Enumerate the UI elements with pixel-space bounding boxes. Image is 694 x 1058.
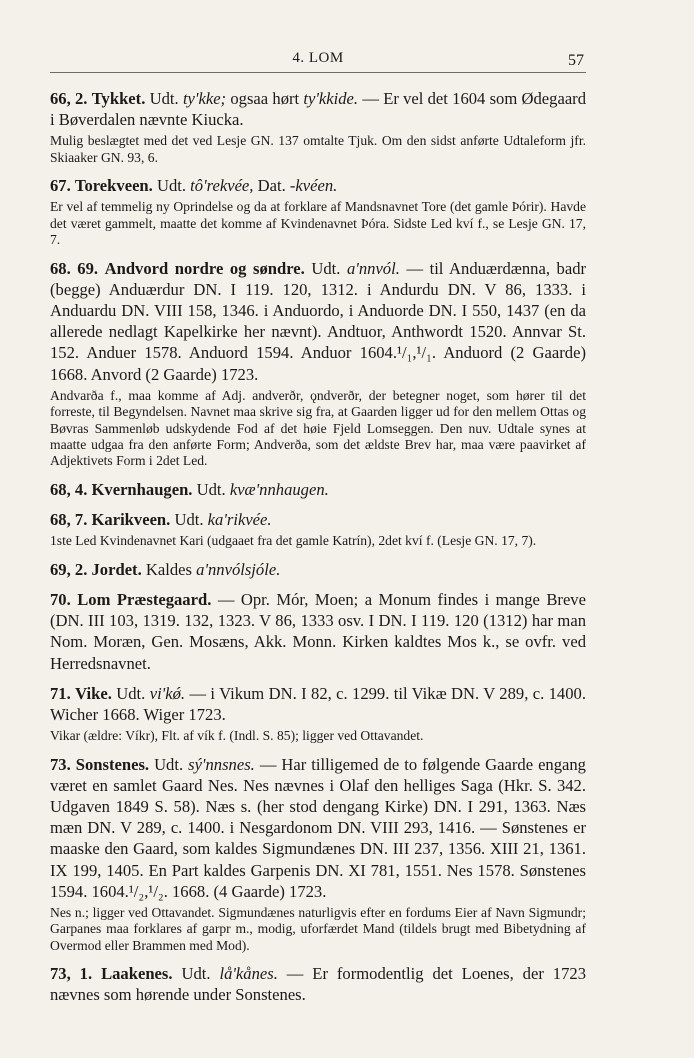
pronunciation: vi'kǿ.	[149, 683, 186, 703]
entry-name: Laakenes.	[101, 964, 173, 984]
udt-label: Udt.	[174, 510, 204, 530]
entry-note: Andvarða f., maa komme af Adj. andverðr, ǫndverðr, der betegner noget, som hører til det forreste, til Begyndelsen. Navnet maa skrive sig fra, at Gaarden ligger ud for den mellem Ottas og Bøvras Sammenløb udskydende Fod af det høie Fjeld Lomseggen. Den nuv. Udtale synes at maatte udgaa fra den anførte Form; Andverða, som det ældste Brev har, maa være paavirket af Adjektivets Form i 2det Led.	[50, 387, 586, 469]
pronunciation: tô'rekvée,	[190, 176, 254, 196]
entry-name: Torekveen.	[74, 176, 153, 196]
pronunciation: kvæ'nnhaugen.	[229, 479, 329, 499]
entry-text	[50, 559, 586, 580]
pronunciation-alt: -kvéen.	[289, 176, 338, 196]
entry	[50, 559, 586, 580]
pronunciation: ka'rikvée.	[207, 510, 272, 530]
entry-mid: Dat.	[257, 176, 286, 196]
entry	[50, 88, 586, 166]
entry-text	[50, 479, 586, 500]
pronunciation: a'nnvól.	[347, 258, 400, 278]
pronunciation: a'nnvólsjóle.	[196, 559, 281, 579]
entry-mid: ogsaa hørt	[230, 89, 300, 108]
udt-label: Udt.	[156, 176, 187, 196]
entry	[50, 683, 586, 745]
entry-body: — til Anduærdænna, badr (begge) Anduærdur DN. I 119. 120, 1312. i Andurdu DN. V 86, 1333. i Anduardu DN. VIII 158, 1346. i Anduordo, i Anduorde DN. I 550, 1437 (en da allerede nedlagt Kapelkirke her nævnt). Andtuor, Anthwordt 1520. Annvar St. 152. Anduer 1578. Anduord 1594. Anduor 1604.¹/₁,¹/₁. Anduord (2 Gaarde) 1668. Anvord (2 Gaarde) 1723.	[50, 258, 587, 384]
entry-body: — Er formodentlig det Loenes, der 1723 nævnes som hørende under Sonstenes.	[50, 964, 586, 1005]
entry-name: Tykket.	[91, 89, 146, 108]
pronunciation: ty'kke;	[182, 89, 227, 108]
udt-label: Udt.	[116, 683, 146, 703]
entry-text	[50, 683, 586, 725]
entry-note: Mulig beslægtet med det ved Lesje GN. 137 omtalte Tjuk. Om den sidst anførte Udtaleform jfr. Skiaaker GN. 93, 6.	[50, 133, 586, 165]
entry-name: Karikveen.	[91, 510, 171, 530]
entry-body: — Har tilligemed de to følgende Gaarde engang været en samlet Gaard Nes. Nes nævnes i Olaf den helliges Saga (Hkr. S. 342. Udgaven 1849 S. 58). Næs s. (her stod dengang Kirke) DN. I 291, 1363. Næs mæn DN. V 289, c. 1400. i Nesgardonom DN. VIII 293, 1416. — Sønstenes er maaske den Gaard, som kaldes Sigmundænes DN. III 237, 1356. XIII 21, 1361. IX 199, 1405. En Part kaldes Garpenis DN. XI 781, 1551. Nes 1578. Sønstenes 1594. 1604.¹/₂,¹/₂. 1668. (4 Gaarde) 1723.	[50, 754, 586, 901]
entry-name: Lom Præstegaard.	[77, 589, 212, 609]
entry-number: 66, 2.	[50, 89, 88, 108]
entry-note: Vikar (ældre: Víkr), Flt. af vík f. (Indl. S. 85); ligger ved Ottavandet.	[50, 728, 424, 744]
udt-label: Kaldes	[145, 559, 192, 579]
pronunciation: sý'nnsnes.	[188, 754, 255, 774]
entry-text	[50, 88, 586, 130]
udt-label: Udt.	[149, 89, 179, 108]
udt-label: Udt.	[181, 964, 211, 984]
entry	[50, 509, 586, 550]
entry	[50, 175, 586, 248]
entry-text	[50, 175, 586, 196]
udt-label: Udt.	[154, 754, 184, 774]
entry	[50, 479, 586, 500]
entry-number: 68, 4.	[50, 479, 88, 499]
entry-number: 67.	[50, 176, 71, 196]
pronunciation: lå'kånes.	[219, 964, 278, 984]
udt-label: Udt.	[311, 258, 341, 278]
entry-text	[50, 754, 586, 902]
entry	[50, 963, 586, 1005]
entry-number: 69, 2.	[50, 559, 88, 579]
entry-number: 70.	[50, 589, 71, 609]
entry-number: 68, 7.	[50, 510, 88, 530]
page-number: 57	[568, 52, 584, 69]
entry-name: Jordet.	[91, 559, 142, 579]
page-content	[50, 88, 586, 1015]
entry	[50, 589, 586, 674]
entry-name: Kvernhaugen.	[91, 479, 193, 499]
entry-number: 71.	[50, 683, 71, 703]
entry-number: 73, 1.	[50, 964, 93, 984]
entry-name: Vike.	[75, 683, 112, 703]
entry-text	[50, 509, 586, 530]
entry-name: Sonstenes.	[75, 754, 150, 774]
entry-text	[50, 963, 586, 1005]
entry-body: — Opr. Mór, Moen; a Monum findes i mange Breve (DN. III 103, 1319. 132, 1323. V 86, 1333 osv. I DN. I 119. 120 (1312) har man Nom. Moræn, Gen. Mosæns, Akk. Monn. Kirken kaldtes Mos k., se ovfr. ved Herredsnavnet.	[50, 589, 586, 673]
chapter-title: 4. LOM	[292, 50, 344, 66]
entry	[50, 754, 586, 955]
entry-body: — i Vikum DN. I 82, c. 1299. til Vikæ DN. V 289, c. 1400. Wicher 1668. Wiger 1723.	[50, 683, 586, 724]
entry-note: Nes n.; ligger ved Ottavandet. Sigmundænes naturligvis efter en fordums Eier af Navn Sigmundr; Garpanes maa forklares af garpr m., modig, uforfærdet Mand (tildels brugt med Bibetydning af Overmod eller Brammen med Mod).	[50, 904, 586, 953]
pronunciation-alt: ty'kkide.	[303, 89, 359, 108]
entry-name: Andvord nordre og søndre.	[104, 258, 305, 278]
entry-body: — Er vel det 1604 som Ødegaard i Bøverdalen nævnte Kiucka.	[50, 89, 587, 130]
entry-number: 68. 69.	[50, 258, 99, 278]
entry-note: 1ste Led Kvindenavnet Kari (udgaaet fra det gamle Katrín), 2det kví f. (Lesje GN. 17, 7).	[50, 533, 537, 549]
entry-number: 73.	[50, 754, 71, 774]
udt-label: Udt.	[196, 479, 226, 499]
entry-text	[50, 589, 586, 674]
entry-note: Er vel af temmelig ny Oprindelse og da at forklare af Mandsnavnet Tore (det gamle Þórir). Havde det været gammelt, maatte det komme af Kvindenavnet Þóra. Sidste Led kví f., se Lesje GN. 17, 7.	[50, 199, 586, 248]
running-header	[50, 46, 586, 73]
entry	[50, 258, 586, 470]
entry-text	[50, 258, 586, 385]
